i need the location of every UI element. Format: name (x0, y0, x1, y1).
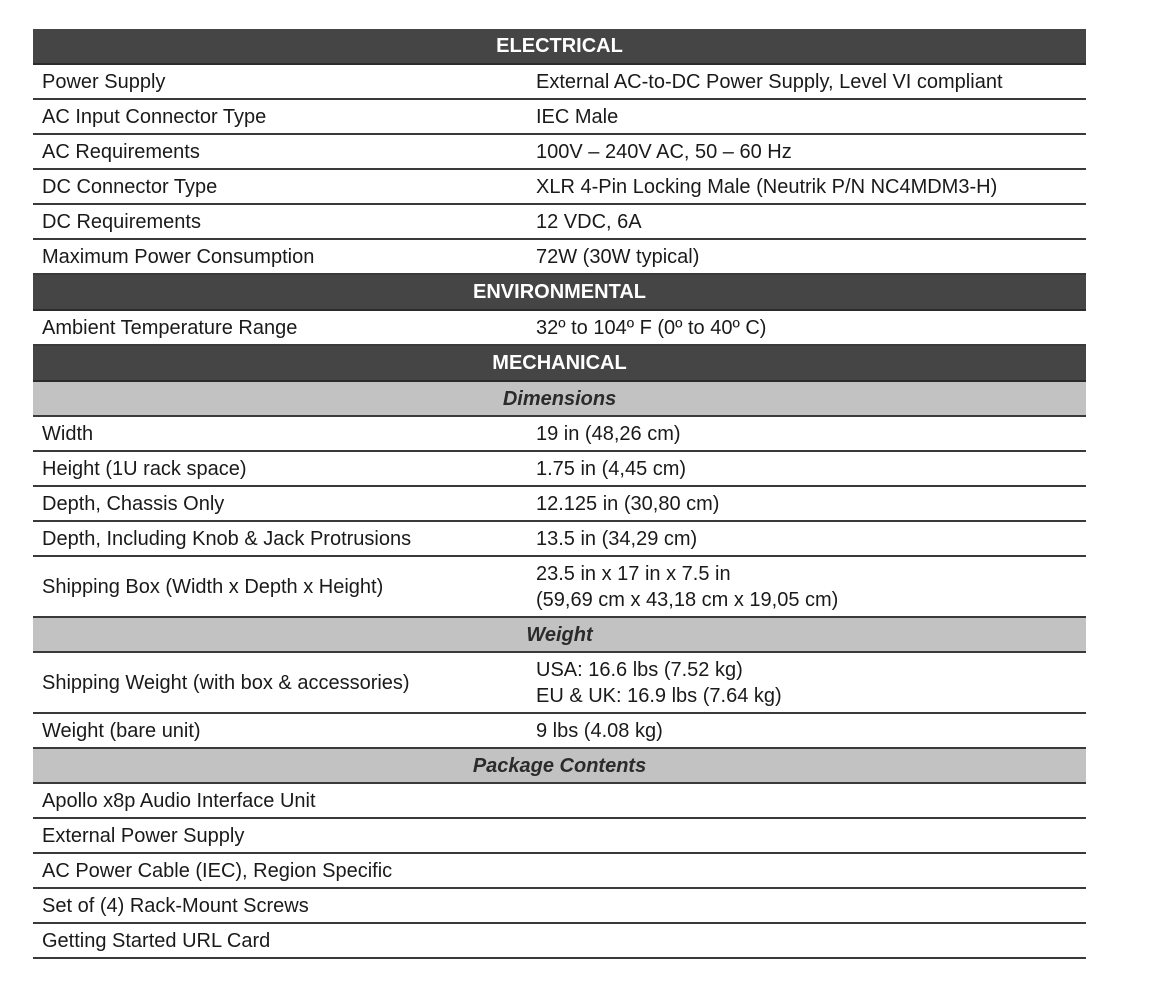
section-title: MECHANICAL (33, 345, 1086, 381)
table-row (33, 451, 1086, 486)
list-item (33, 888, 1086, 923)
package-item: Apollo x8p Audio Interface Unit (33, 783, 1086, 818)
spec-value: External AC-to-DC Power Supply, Level VI compliant (526, 64, 1086, 99)
spec-label: Shipping Box (Width x Depth x Height) (33, 556, 526, 617)
list-item (33, 853, 1086, 888)
table-row (33, 521, 1086, 556)
table-row (33, 652, 1086, 713)
spec-label: DC Requirements (33, 204, 526, 239)
spec-value: 12 VDC, 6A (526, 204, 1086, 239)
subsection-header-dimensions (33, 381, 1086, 416)
spec-value: 12.125 in (30,80 cm) (526, 486, 1086, 521)
spec-label: AC Requirements (33, 134, 526, 169)
package-item: AC Power Cable (IEC), Region Specific (33, 853, 1086, 888)
package-item: Getting Started URL Card (33, 923, 1086, 958)
subsection-header-package-contents (33, 748, 1086, 783)
table-row (33, 713, 1086, 748)
spec-value: 32º to 104º F (0º to 40º C) (526, 310, 1086, 345)
subsection-title: Weight (33, 617, 1086, 652)
spec-label: Maximum Power Consumption (33, 239, 526, 274)
spec-value: IEC Male (526, 99, 1086, 134)
spec-label: Depth, Chassis Only (33, 486, 526, 521)
spec-label: Power Supply (33, 64, 526, 99)
spec-value: 100V – 240V AC, 50 – 60 Hz (526, 134, 1086, 169)
table-row (33, 169, 1086, 204)
section-header-environmental (33, 274, 1086, 310)
table-row (33, 64, 1086, 99)
spec-value-line: USA: 16.6 lbs (7.52 kg) (536, 658, 743, 681)
section-title: ENVIRONMENTAL (33, 274, 1086, 310)
spec-label: Weight (bare unit) (33, 713, 526, 748)
table-row (33, 134, 1086, 169)
table-row (33, 416, 1086, 451)
spec-value: 13.5 in (34,29 cm) (526, 521, 1086, 556)
spec-value-line: (59,69 cm x 43,18 cm x 19,05 cm) (536, 588, 839, 611)
table-row (33, 486, 1086, 521)
spec-value: 72W (30W typical) (526, 239, 1086, 274)
list-item (33, 783, 1086, 818)
table-row (33, 239, 1086, 274)
spec-label: Height (1U rack space) (33, 451, 526, 486)
section-header-mechanical (33, 345, 1086, 381)
section-header-electrical (33, 29, 1086, 64)
spec-value: 9 lbs (4.08 kg) (526, 713, 1086, 748)
spec-label: AC Input Connector Type (33, 99, 526, 134)
table-row (33, 556, 1086, 617)
spec-value (526, 652, 1086, 713)
list-item (33, 818, 1086, 853)
spec-value (526, 556, 1086, 617)
subsection-title: Dimensions (33, 381, 1086, 416)
spec-label: DC Connector Type (33, 169, 526, 204)
spec-label: Ambient Temperature Range (33, 310, 526, 345)
spec-value-line: EU & UK: 16.9 lbs (7.64 kg) (536, 684, 782, 707)
list-item (33, 923, 1086, 958)
spec-label: Depth, Including Knob & Jack Protrusions (33, 521, 526, 556)
spec-value: 19 in (48,26 cm) (526, 416, 1086, 451)
spec-label: Shipping Weight (with box & accessories) (33, 652, 526, 713)
table-row (33, 204, 1086, 239)
package-item: External Power Supply (33, 818, 1086, 853)
subsection-header-weight (33, 617, 1086, 652)
specifications-table (33, 29, 1086, 959)
table-row (33, 310, 1086, 345)
subsection-title: Package Contents (33, 748, 1086, 783)
table-row (33, 99, 1086, 134)
spec-label: Width (33, 416, 526, 451)
section-title: ELECTRICAL (33, 29, 1086, 64)
spec-value-line: 23.5 in x 17 in x 7.5 in (536, 562, 731, 585)
spec-value: XLR 4-Pin Locking Male (Neutrik P/N NC4MDM3-H) (526, 169, 1086, 204)
package-item: Set of (4) Rack-Mount Screws (33, 888, 1086, 923)
spec-value: 1.75 in (4,45 cm) (526, 451, 1086, 486)
